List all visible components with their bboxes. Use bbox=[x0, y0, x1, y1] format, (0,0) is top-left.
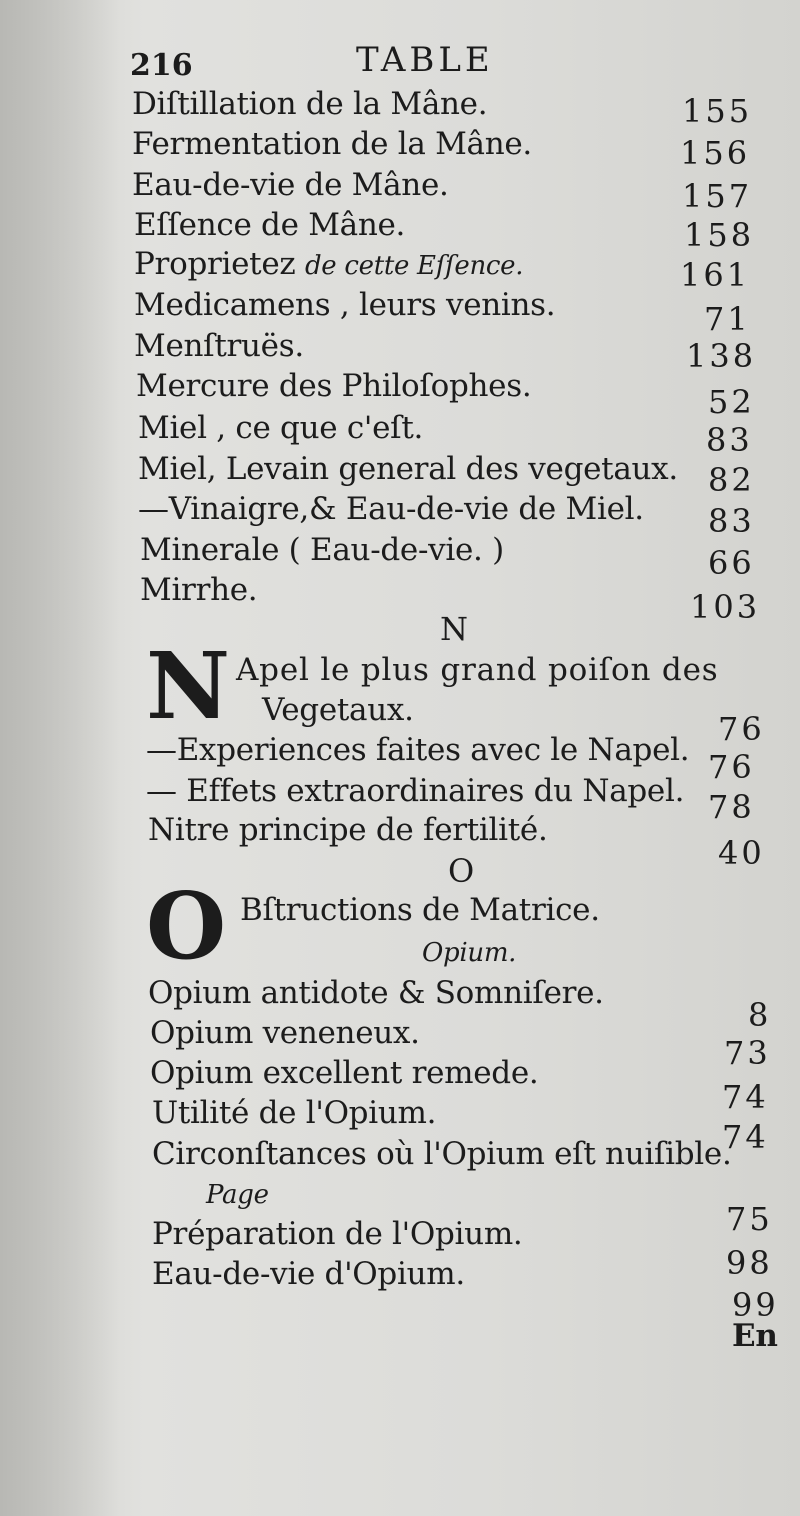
index-entry-page: 138 bbox=[686, 337, 757, 375]
index-entry-page: 158 bbox=[684, 216, 755, 254]
index-entry-text: Opium antidote & Somniſere. bbox=[148, 975, 604, 1011]
index-entry-text: Eau-de-vie de Mâne. bbox=[132, 167, 449, 203]
index-entry-text: Préparation de l'Opium. bbox=[152, 1216, 523, 1252]
index-entry-page: 156 bbox=[680, 134, 751, 172]
index-entry-page: 98 bbox=[726, 1244, 773, 1282]
index-entry-text: Mercure des Philoſophes. bbox=[136, 368, 532, 404]
catchword: En bbox=[732, 1318, 778, 1354]
drop-cap-n: N bbox=[146, 632, 231, 740]
index-entry-text: Apel le plus grand poiſon des bbox=[236, 652, 719, 688]
index-entry-text: Nitre principe de fertilité. bbox=[148, 812, 548, 848]
index-entry-text: Opium veneneux. bbox=[150, 1015, 420, 1051]
index-entry-page: 71 bbox=[704, 300, 751, 338]
index-entry-text: Bſtructions de Matrice. bbox=[240, 892, 600, 928]
index-entry-page: 75 bbox=[726, 1200, 773, 1238]
section-letter-o: O bbox=[448, 852, 475, 890]
index-entry-text-italic: de cette Eſſence. bbox=[304, 251, 524, 281]
index-entry-page: 40 bbox=[718, 834, 765, 872]
index-entry-text: Vegetaux. bbox=[262, 692, 414, 728]
index-entry-page: 76 bbox=[718, 710, 765, 748]
page-label: Page bbox=[206, 1180, 269, 1210]
index-entry-page: 157 bbox=[682, 177, 753, 215]
index-entry-text: Fermentation de la Mâne. bbox=[132, 126, 532, 162]
index-entry-page: 74 bbox=[722, 1118, 769, 1156]
index-entry-text: Medicamens , leurs venins. bbox=[134, 287, 556, 323]
index-entry-page: 161 bbox=[680, 256, 751, 294]
index-entry-page: 103 bbox=[690, 588, 761, 626]
index-entry-page: 78 bbox=[708, 788, 755, 826]
index-entry-page: 8 bbox=[748, 996, 772, 1034]
index-entry-text: Eſſence de Mâne. bbox=[134, 207, 406, 243]
index-entry-page: 155 bbox=[682, 92, 753, 130]
subheading-opium: Opium. bbox=[422, 938, 517, 968]
index-entry-text: Opium excellent remede. bbox=[150, 1055, 539, 1091]
index-entry-text: —Vinaigre,& Eau-de-vie de Miel. bbox=[138, 491, 644, 527]
index-entry-page: 74 bbox=[722, 1078, 769, 1116]
index-entry-text: Mirrhe. bbox=[140, 572, 258, 608]
drop-cap-o: O bbox=[146, 872, 227, 980]
index-entry-text: —Experiences faites avec le Napel. bbox=[146, 732, 690, 768]
index-entry-page: 73 bbox=[724, 1034, 771, 1072]
index-entry-page: 52 bbox=[708, 383, 755, 421]
index-entry-page: 76 bbox=[708, 748, 755, 786]
index-entry-page: 83 bbox=[706, 421, 753, 459]
index-entry-page: 99 bbox=[732, 1286, 779, 1324]
index-entry-text: Circonſtances où l'Opium eſt nuiſible. bbox=[152, 1136, 732, 1172]
index-entry-text: Eau-de-vie d'Opium. bbox=[152, 1256, 465, 1292]
index-entry-text: Minerale ( Eau-de-vie. ) bbox=[140, 532, 504, 568]
index-entry-text: Miel , ce que c'eſt. bbox=[138, 410, 424, 446]
index-entry-text-roman: Proprietez bbox=[134, 246, 296, 282]
index-entry-text: Menſtruës. bbox=[134, 328, 304, 364]
index-entry-page: 66 bbox=[708, 544, 755, 582]
index-entry-page: 82 bbox=[708, 461, 755, 499]
page-title: TABLE bbox=[356, 40, 494, 80]
index-entry-page: 83 bbox=[708, 502, 755, 540]
section-letter-n: N bbox=[440, 610, 468, 648]
index-entry-text: Miel, Levain general des vegetaux. bbox=[138, 451, 678, 487]
index-entry-text bbox=[134, 246, 523, 282]
index-entry-text: — Effets extraordinaires du Napel. bbox=[146, 773, 685, 809]
page-number: 216 bbox=[130, 48, 193, 83]
index-entry-text: Diſtillation de la Mâne. bbox=[132, 86, 488, 122]
index-entry-text: Utilité de l'Opium. bbox=[152, 1095, 437, 1131]
